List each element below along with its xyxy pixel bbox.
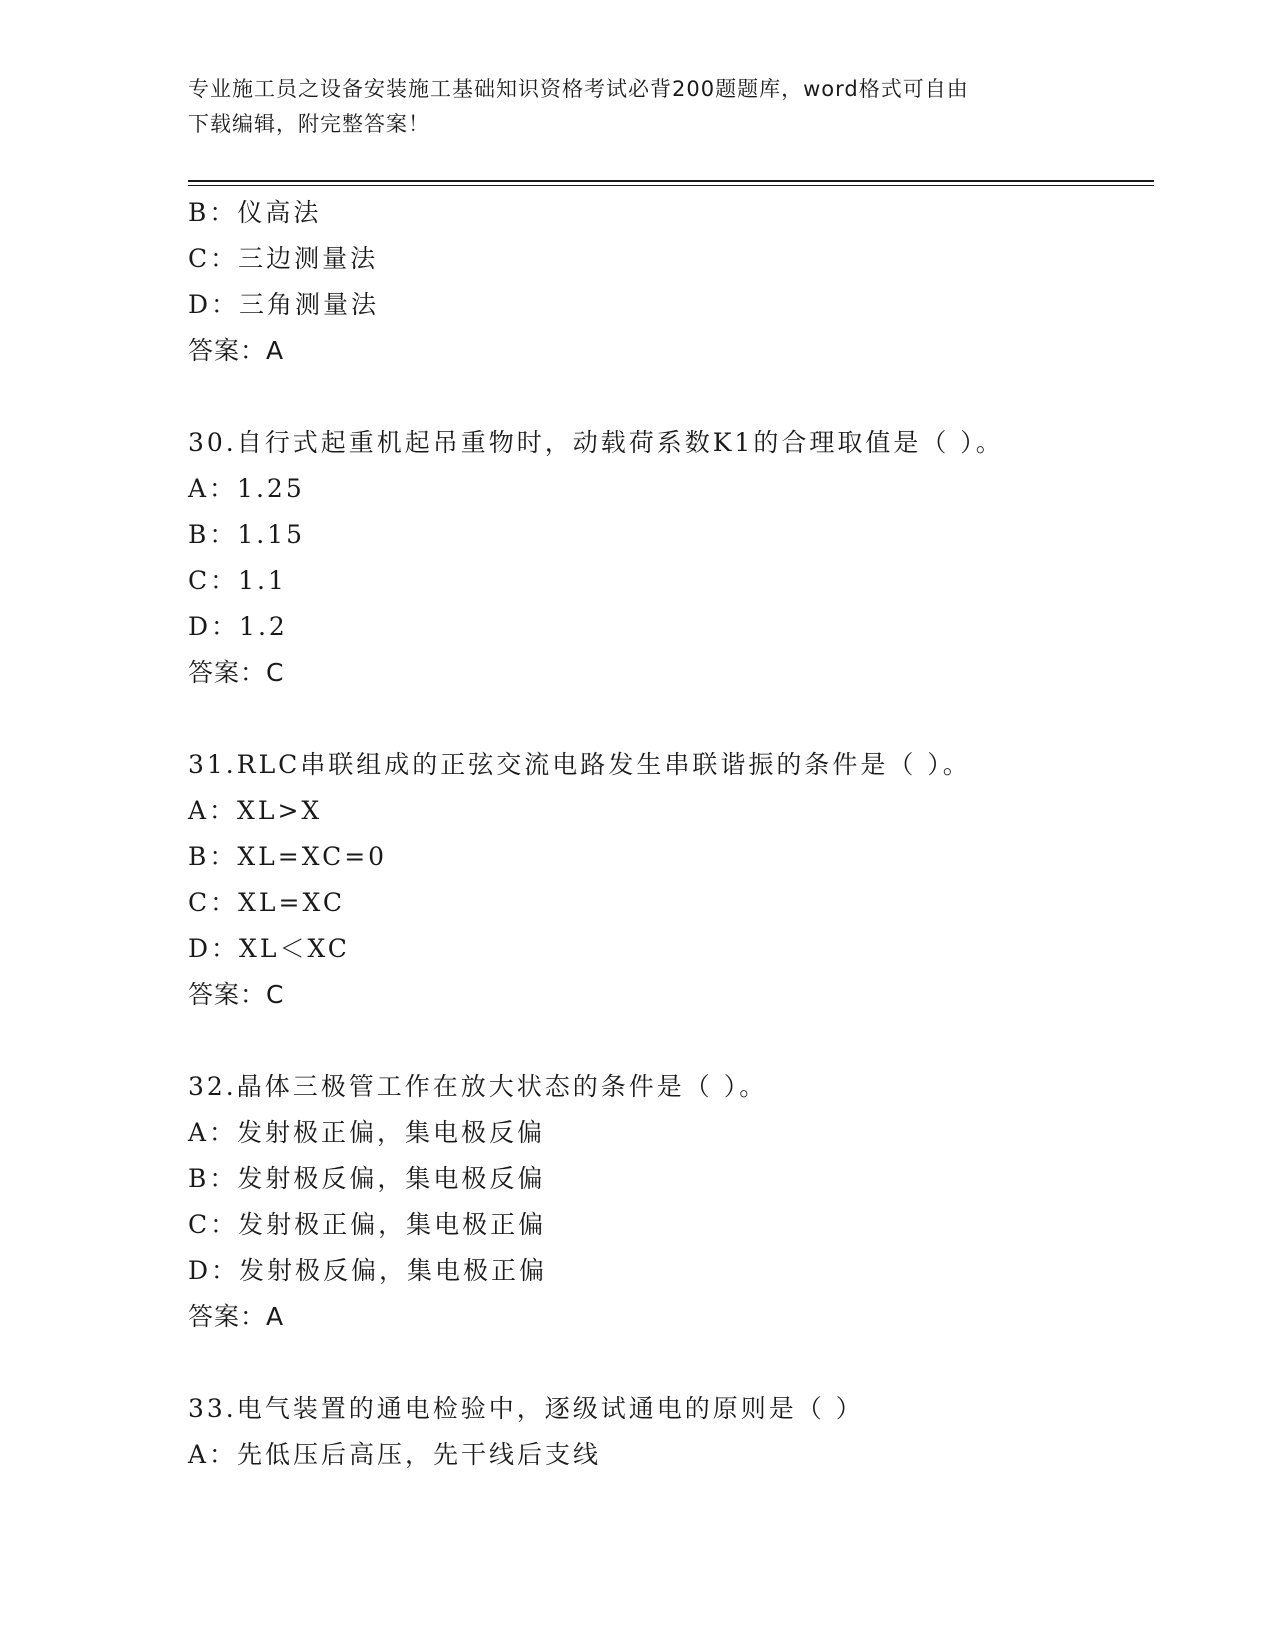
option-b: B：发射极反偏，集电极反偏	[188, 1164, 546, 1193]
option-a: A：发射极正偏，集电极反偏	[188, 1118, 546, 1147]
option-d: D：1.2	[188, 612, 288, 641]
question-29-continued	[188, 190, 1168, 374]
option-a: A：先低压后高压，先干线后支线	[188, 1440, 602, 1469]
option-b: B：仪高法	[188, 198, 322, 227]
option-b: B：1.15	[188, 520, 306, 549]
question-33	[188, 1386, 1168, 1478]
spacer	[188, 374, 1168, 420]
document-header	[188, 72, 1088, 142]
question-32	[188, 1064, 1168, 1340]
question-stem: 30.自行式起重机起吊重物时，动载荷系数K1的合理取值是（ ）。	[188, 428, 1004, 457]
question-list	[188, 190, 1168, 1478]
answer-line: 答案：C	[188, 980, 285, 1009]
option-d: D：发射极反偏，集电极正偏	[188, 1256, 548, 1285]
question-stem: 32.晶体三极管工作在放大状态的条件是（ ）。	[188, 1072, 768, 1101]
option-b: B：XL=XC=0	[188, 842, 388, 871]
option-c: C：发射极正偏，集电极正偏	[188, 1210, 547, 1239]
header-divider	[188, 180, 1154, 182]
spacer	[188, 696, 1168, 742]
answer-line: 答案：C	[188, 658, 285, 687]
option-c: C：1.1	[188, 566, 287, 595]
option-d: D：XL＜XC	[188, 934, 350, 963]
option-c: C：三边测量法	[188, 244, 379, 273]
question-stem: 33.电气装置的通电检验中，逐级试通电的原则是（ ）	[188, 1394, 864, 1423]
question-stem: 31.RLC串联组成的正弦交流电路发生串联谐振的条件是（ ）。	[188, 750, 971, 779]
question-30	[188, 420, 1168, 696]
option-d: D：三角测量法	[188, 290, 380, 319]
option-a: A：1.25	[188, 474, 305, 503]
header-title-line-1: 专业施工员之设备安装施工基础知识资格考试必背200题题库，word格式可自由	[188, 77, 969, 101]
header-divider-thin	[188, 185, 1154, 186]
option-a: A：XL>X	[188, 796, 323, 825]
option-c: C：XL=XC	[188, 888, 345, 917]
spacer	[188, 1018, 1168, 1064]
answer-line: 答案：A	[188, 1302, 285, 1331]
answer-line: 答案：A	[188, 336, 285, 365]
header-title-line-2: 下载编辑，附完整答案！	[188, 112, 430, 136]
spacer	[188, 1340, 1168, 1386]
question-31	[188, 742, 1168, 1018]
